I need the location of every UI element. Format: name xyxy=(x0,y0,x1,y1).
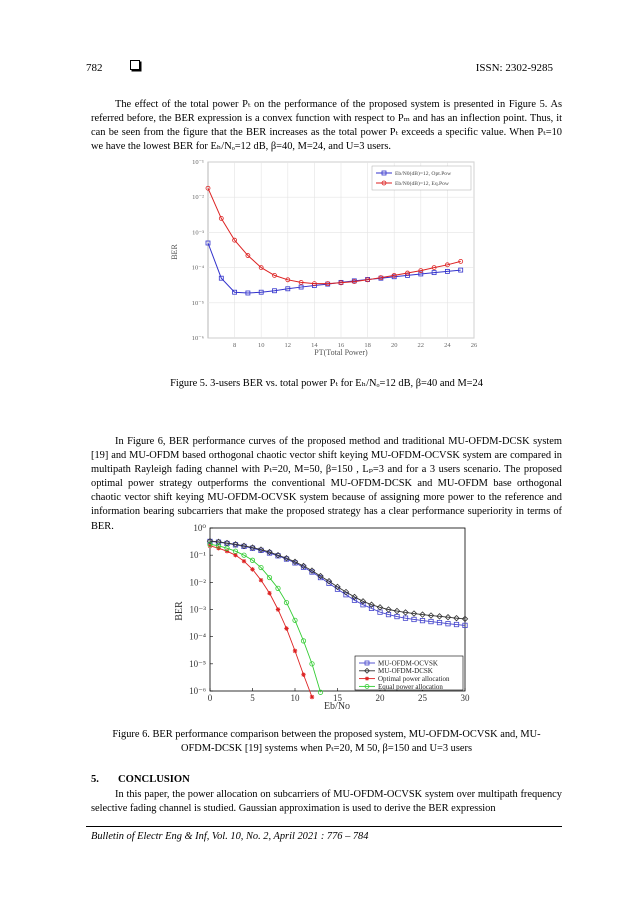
x-axis-label: Eb/No xyxy=(323,701,351,712)
x-tick-label: 20 xyxy=(375,693,385,703)
data-point xyxy=(310,695,314,699)
data-point xyxy=(284,626,288,630)
x-tick-label: 26 xyxy=(470,342,478,349)
y-tick-label: 10⁻¹ xyxy=(192,159,204,166)
legend-label: Eb/N0(dB)=12, Opt.Pow xyxy=(395,171,452,177)
figure-5-caption: Figure 5. 3-users BER vs. total power Pₜ for Eₕ/Nₒ=12 dB, β=40 and M=24 xyxy=(170,378,483,389)
y-tick-label: 10⁻⁶ xyxy=(191,335,204,342)
data-point xyxy=(276,607,280,611)
x-tick-label: 8 xyxy=(232,342,237,349)
y-tick-label: 10⁻¹ xyxy=(189,550,206,561)
legend-label: MU-OFDM-OCVSK xyxy=(378,659,438,668)
y-tick-label: 10⁻⁵ xyxy=(191,299,204,307)
y-tick-label: 10⁻⁴ xyxy=(189,631,206,642)
page-number: 782 xyxy=(86,62,103,74)
issn: ISSN: 2302-9285 xyxy=(475,62,553,74)
x-tick-label: 20 xyxy=(390,342,398,349)
data-point xyxy=(250,567,254,571)
y-tick-label: 10⁻² xyxy=(192,194,204,202)
x-tick-label: 5 xyxy=(250,693,255,703)
x-axis-label: PT(Total Power) xyxy=(314,348,368,357)
y-tick-label: 10⁻³ xyxy=(192,229,204,237)
paragraph-3: In this paper, the power allocation on subcarriers of MU-OFDM-OCVSK system over multipath frequency selective fading channel is studied. Gaussian approximation is used to derive the BER expression xyxy=(91,789,562,815)
x-tick-label: 0 xyxy=(207,693,213,703)
paragraph-2: In Figure 6, BER performance curves of the proposed method and traditional MU-OFDM-DCSK system [19] and MU-OFDM based orthogonal chaotic vector shift keying MU-OFDM-OCVSK system are compared in multipath Rayleigh fading channel with Pₜ=20, M=50, β=150 , Lₚ=3 and for a 3 users scenario. The proposed optimal power strategy outperforms the conventional MU-OFDM-DCSK and MU-OFDM base orthogonal chaotic vector shift keying MU-OFDM-OCVSK system because of assigning more power to the reference and information bearing subcarriers that make the proposed strategy has a clear performance superiority in terms of BER. xyxy=(91,436,562,532)
section-number: 5. xyxy=(91,774,99,785)
figure-6-caption: Figure 6. BER performance comparison between the proposed system, MU-OFDM-OCVSK and, MU-OFDM-DCSK [19] systems when Pₜ=20, M 50, β=150 and U=3 users xyxy=(112,729,541,754)
data-point xyxy=(293,649,297,653)
x-tick-label: 10 xyxy=(257,342,265,349)
x-tick-label: 14 xyxy=(311,342,318,349)
data-point xyxy=(267,591,271,595)
footer-rule xyxy=(86,826,562,827)
legend-label: Optimal power allocation xyxy=(378,675,450,683)
x-tick-label: 18 xyxy=(364,342,371,349)
x-tick-label: 12 xyxy=(284,342,292,349)
legend-marker xyxy=(365,677,369,681)
figure-5-chart xyxy=(160,150,490,362)
x-tick-label: 15 xyxy=(333,693,342,703)
x-tick-label: 10 xyxy=(290,693,300,703)
y-tick-label: 10⁰ xyxy=(193,523,206,533)
legend-label: Equal power allocation xyxy=(378,682,443,691)
x-tick-label: 22 xyxy=(417,342,425,349)
footer-citation: Bulletin of Electr Eng & Inf, Vol. 10, No. 2, April 2021 : 776 – 784 xyxy=(91,831,369,842)
figure-6-chart xyxy=(170,515,480,715)
y-tick-label: 10⁻² xyxy=(189,577,206,588)
legend-label: MU-OFDM-DCSK xyxy=(378,667,433,676)
data-point xyxy=(301,672,305,676)
x-tick-label: 25 xyxy=(418,693,427,703)
header-square-icon xyxy=(130,60,140,70)
data-point xyxy=(259,578,263,582)
y-tick-label: 10⁻⁵ xyxy=(189,658,206,669)
x-tick-label: 16 xyxy=(337,342,345,349)
legend-label: Eb/N0(dB)=12, Eq.Pow xyxy=(395,181,449,187)
x-tick-label: 24 xyxy=(444,342,451,349)
paragraph-1: The effect of the total power Pₜ on the performance of the proposed system is presented in Figure 5. As referred before, the BER expression is a convex function with respect to Pₘ and has an inflection point. Thus, it can be seen from the figure that the BER increases as the total power Pₜ exceeds a specific value. When Pₜ=10 we have the lowest BER for Eₕ/Nₒ=12 dB, β=40, M=24, and U=3 users. xyxy=(91,99,562,153)
y-axis-label: BER xyxy=(170,244,179,260)
x-tick-label: 30 xyxy=(460,693,470,703)
y-tick-label: 10⁻³ xyxy=(189,604,206,615)
data-point xyxy=(242,559,246,563)
y-axis-label: BER xyxy=(174,601,185,621)
section-title: CONCLUSION xyxy=(118,774,190,785)
y-tick-label: 10⁻⁴ xyxy=(191,264,204,272)
y-tick-label: 10⁻⁶ xyxy=(189,686,206,696)
